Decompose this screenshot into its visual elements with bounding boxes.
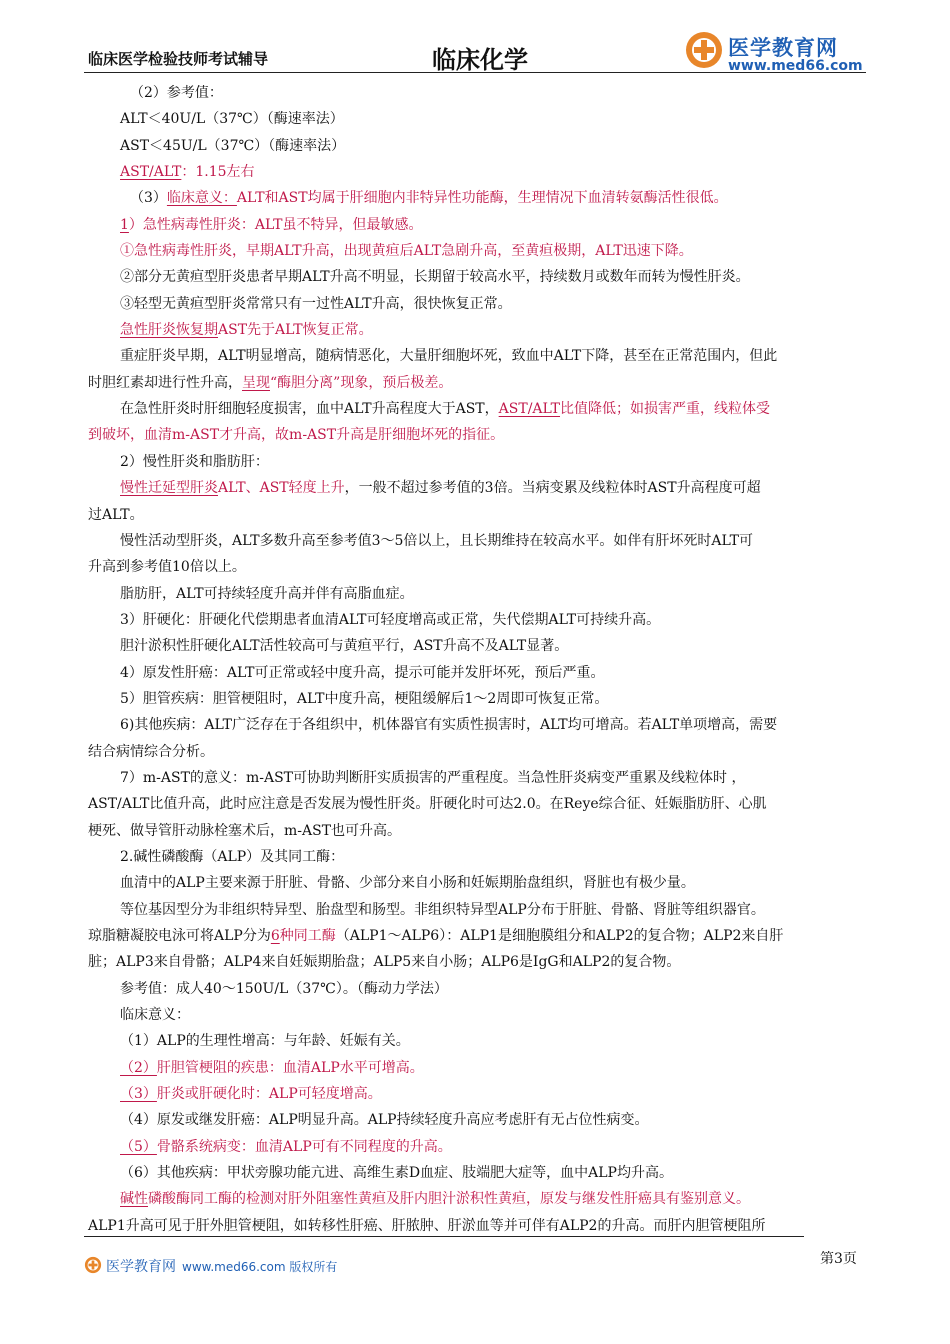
text-line: AST＜45U/L（37℃）（酶速率法） xyxy=(120,137,346,154)
text-line: 7）m-AST的意义：m-AST可协助判断肝实质损害的严重程度。当急性肝炎病变严重累及线粒体时 ， xyxy=(120,769,746,786)
logo-url: www.med66.com xyxy=(728,58,863,74)
text-line: 4）原发性肝癌：ALT可正常或轻中度升高，提示可能并发肝坏死，预后严重。 xyxy=(120,664,605,681)
logo-brand-name: 医学教育网 xyxy=(728,36,838,60)
text-line: 临床意义： xyxy=(120,1007,190,1024)
text-line: 脏；ALP3来自骨骼；ALP4来自妊娠期胎盘；ALP5来自小肠；ALP6是IgG和ALP2的复合物。 xyxy=(88,954,681,971)
footer-brand-name: 医学教育网 xyxy=(106,1259,176,1275)
med66-footer-logo-icon xyxy=(84,1256,102,1274)
text-line: ALT＜40U/L（37℃）（酶速率法） xyxy=(120,111,344,128)
footer-divider xyxy=(84,1236,804,1237)
text-line: 在急性肝炎时肝细胞轻度损害，血中ALT升高程度大于AST，AST/ALT比值降低；如损害严重，线粒体受 xyxy=(120,401,771,418)
text-line: （3）肝炎或肝硬化时：ALP可轻度增高。 xyxy=(120,1086,382,1103)
text-line: （4）原发或继发肝癌：ALP明显升高。ALP持续轻度升高应考虑肝有无占位性病变。 xyxy=(120,1112,649,1129)
text-line: 重症肝炎早期，ALT明显增高，随病情恶化，大量肝细胞坏死，致血中ALT下降，甚至在正常范围内，但此 xyxy=(120,348,778,365)
header-divider xyxy=(84,72,866,73)
text-line: 时胆红素却进行性升高，呈现“酶胆分离”现象，预后极差。 xyxy=(88,374,453,391)
text-line: ①急性病毒性肝炎，早期ALT升高，出现黄疸后ALT急剧升高，至黄疸极期，ALT迅速下降。 xyxy=(120,243,693,260)
text-line: AST/ALT：1.15左右 xyxy=(120,164,255,181)
text-line: ③轻型无黄疸型肝炎常常只有一过性ALT升高，很快恢复正常。 xyxy=(120,295,512,312)
text-line: （2）肝胆管梗阻的疾患：血清ALP水平可增高。 xyxy=(120,1059,424,1076)
text-line: 3）肝硬化：肝硬化代偿期患者血清ALT可轻度增高或正常，失代偿期ALT可持续升高。 xyxy=(120,611,661,628)
text-line: 参考值：成人40～150U/L（37℃）。（酶动力学法） xyxy=(120,980,448,997)
med66-logo-icon xyxy=(684,30,724,70)
footer-brand[interactable] xyxy=(84,1256,384,1276)
text-line: 梗死、做导管肝动脉栓塞术后，m-AST也可升高。 xyxy=(88,822,402,839)
text-line: 1）急性病毒性肝炎：ALT虽不特异，但最敏感。 xyxy=(120,216,423,233)
text-line: 等位基因型分为非组织特异型、胎盘型和肠型。非组织特异型ALP分布于肝脏、骨骼、肾脏等组织器官。 xyxy=(120,901,765,918)
site-logo[interactable] xyxy=(684,30,864,76)
subject-title: 临床化学 xyxy=(432,46,528,74)
text-line: 慢性迁延型肝炎ALT、AST轻度上升，一般不超过参考值的3倍。当病变累及线粒体时AST升高程度可超 xyxy=(120,480,761,497)
document-body xyxy=(88,80,866,1239)
text-line: 急性肝炎恢复期AST先于ALT恢复正常。 xyxy=(120,322,373,339)
footer-copyright: www.med66.com 版权所有 xyxy=(182,1260,338,1274)
course-title: 临床医学检验技师考试辅导 xyxy=(88,50,269,68)
text-line: （1）ALP的生理性增高：与年龄、妊娠有关。 xyxy=(120,1033,410,1050)
text-line: 脂肪肝，ALT可持续轻度升高并伴有高脂血症。 xyxy=(120,585,414,602)
text-line: 2）慢性肝炎和脂肪肝： xyxy=(120,453,269,470)
text-line: （5）骨骼系统病变：血清ALP可有不同程度的升高。 xyxy=(120,1138,452,1155)
text-line: 5）胆管疾病：胆管梗阻时，ALT中度升高，梗阻缓解后1～2周即可恢复正常。 xyxy=(120,690,609,707)
text-line: 6)其他疾病：ALT广泛存在于各组织中，机体器官有实质性损害时，ALT均可增高。若ALT单项增高，需要 xyxy=(120,717,778,734)
text-line: 到破坏，血清m-AST才升高，故m-AST升高是肝细胞坏死的指征。 xyxy=(88,427,505,444)
text-line: 血清中的ALP主要来源于肝脏、骨骼、少部分来自小肠和妊娠期胎盘组织，肾脏也有极少量。 xyxy=(120,875,695,892)
text-line: 慢性活动型肝炎，ALT多数升高至参考值3～5倍以上，且长期维持在较高水平。如伴有肝坏死时ALT可 xyxy=(120,532,754,549)
text-line: （2）参考值： xyxy=(130,85,223,101)
text-line: AST/ALT比值升高，此时应注意是否发展为慢性肝炎。肝硬化时可达2.0。在Reye综合征、妊娠脂肪肝、心肌 xyxy=(88,796,767,813)
text-line: 过ALT。 xyxy=(88,506,144,523)
text-line: 结合病情综合分析。 xyxy=(88,743,214,760)
text-line: 胆汁淤积性肝硬化ALT活性较高可与黄疸平行，AST升高不及ALT显著。 xyxy=(120,638,569,655)
text-line: （3）临床意义：ALT和AST均属于肝细胞内非特异性功能酶，生理情况下血清转氨酶活性很低。 xyxy=(130,190,728,207)
text-line: ALP1升高可见于肝外胆管梗阻，如转移性肝癌、肝脓肿、肝淤血等并可伴有ALP2的升高。而肝内胆管梗阻所 xyxy=(88,1217,766,1234)
text-line: 琼脂糖凝胶电泳可将ALP分为6种同工酶（ALP1～ALP6）：ALP1是细胞膜组分和ALP2的复合物；ALP2来自肝 xyxy=(88,928,784,944)
text-line: ②部分无黄疸型肝炎患者早期ALT升高不明显，长期留于较高水平，持续数月或数年而转为慢性肝炎。 xyxy=(120,269,750,286)
text-line: 升高到参考值10倍以上。 xyxy=(88,559,246,576)
text-line: 碱性磷酸酶同工酶的检测对肝外阻塞性黄疸及肝内胆汁淤积性黄疸，原发与继发性肝癌具有鉴别意义。 xyxy=(120,1191,750,1208)
page-number: 第3页 xyxy=(820,1251,857,1267)
text-line: （6）其他疾病：甲状旁腺功能亢进、高维生素D血症、肢端肥大症等，血中ALP均升高。 xyxy=(120,1165,673,1182)
text-line: 2.碱性磷酸酶（ALP）及其同工酶： xyxy=(120,848,345,865)
